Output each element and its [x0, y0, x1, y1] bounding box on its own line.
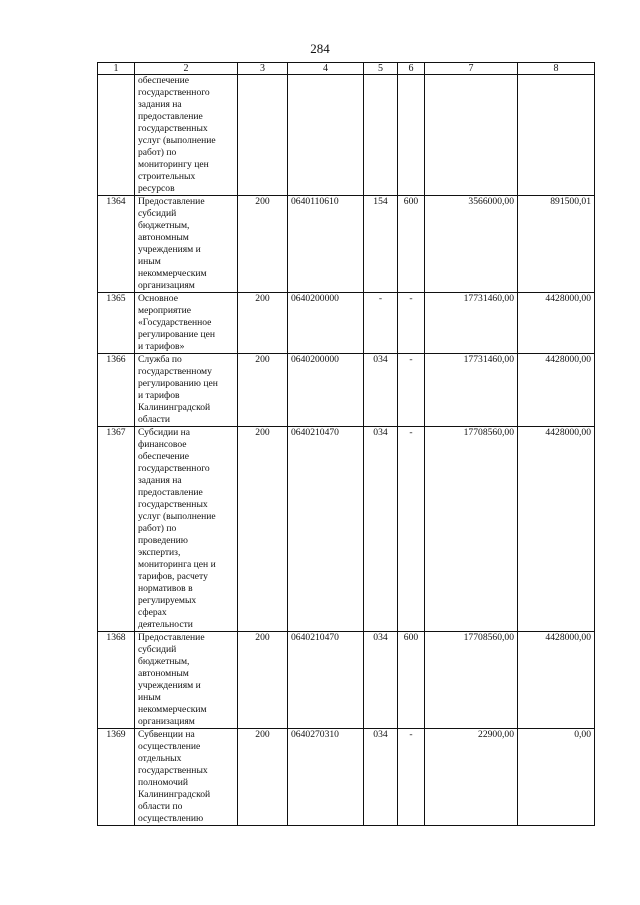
amount-actual-cell: 4428000,00	[518, 293, 595, 354]
name-line: и тарифов	[138, 390, 180, 401]
name-line: автономным	[138, 232, 189, 243]
expense-type-cell: -	[398, 427, 425, 632]
row-name-cell	[135, 354, 238, 427]
name-line: Предоставление	[138, 632, 205, 643]
amount-planned-cell: 17731460,00	[425, 293, 518, 354]
name-line: мониторингу цен	[138, 159, 209, 170]
header-cell: 8	[518, 63, 595, 75]
expense-type-cell: 600	[398, 632, 425, 729]
table-row	[98, 354, 595, 427]
name-line: финансовое	[138, 439, 187, 450]
name-line: работ) по	[138, 147, 177, 158]
amount-planned-cell	[425, 75, 518, 196]
name-line: услуг (выполнение	[138, 135, 216, 146]
amount-actual-cell: 4428000,00	[518, 427, 595, 632]
amount-planned-cell: 17731460,00	[425, 354, 518, 427]
ministry-code-cell: 200	[238, 632, 288, 729]
name-line: мониторинга цен и	[138, 559, 216, 570]
name-line: государственному	[138, 366, 212, 377]
name-line: учреждениям и	[138, 680, 201, 691]
table-row	[98, 293, 595, 354]
name-line: Субсидии на	[138, 427, 191, 438]
row-name-cell	[135, 293, 238, 354]
name-line: Служба по	[138, 354, 182, 365]
name-line: обеспечение	[138, 451, 190, 462]
target-article-cell: 0640270310	[288, 729, 364, 826]
name-line: предоставление	[138, 111, 203, 122]
table-row	[98, 75, 595, 196]
name-line: Калининградской	[138, 402, 211, 413]
amount-actual-cell	[518, 75, 595, 196]
name-line: области	[138, 414, 171, 425]
name-line: государственного	[138, 463, 210, 474]
name-line: некоммерческим	[138, 704, 207, 715]
name-line: «Государственное	[138, 317, 212, 328]
row-name-cell	[135, 75, 238, 196]
amount-actual-cell: 4428000,00	[518, 354, 595, 427]
target-article-cell: 0640210470	[288, 427, 364, 632]
name-line: ресурсов	[138, 183, 175, 194]
name-line: нормативов в	[138, 583, 193, 594]
name-line: области по	[138, 801, 183, 812]
row-name-cell	[135, 196, 238, 293]
name-line: бюджетным,	[138, 220, 190, 231]
name-line: полномочий	[138, 777, 189, 788]
table-row	[98, 196, 595, 293]
name-line: задания на	[138, 475, 182, 486]
name-line: осуществление	[138, 741, 201, 752]
header-cell: 3	[238, 63, 288, 75]
name-line: сферах	[138, 607, 167, 618]
col5-cell: -	[364, 293, 398, 354]
name-line: услуг (выполнение	[138, 511, 216, 522]
name-line: предоставление	[138, 487, 203, 498]
target-article-cell: 0640210470	[288, 632, 364, 729]
col5-cell: 034	[364, 427, 398, 632]
name-line: субсидий	[138, 208, 177, 219]
ministry-code-cell: 200	[238, 196, 288, 293]
name-line: тарифов, расчету	[138, 571, 208, 582]
name-line: государственных	[138, 499, 208, 510]
row-name-cell	[135, 632, 238, 729]
col5-cell: 034	[364, 632, 398, 729]
name-line: субсидий	[138, 644, 177, 655]
row-number-cell: 1367	[98, 427, 135, 632]
header-cell: 6	[398, 63, 425, 75]
header-cell: 7	[425, 63, 518, 75]
expense-type-cell: -	[398, 293, 425, 354]
row-number-cell: 1366	[98, 354, 135, 427]
name-line: иным	[138, 256, 161, 267]
expense-type-cell	[398, 75, 425, 196]
name-line: регулируемых	[138, 595, 197, 606]
name-line: организациям	[138, 280, 195, 291]
name-line: мероприятие	[138, 305, 191, 316]
name-line: задания на	[138, 99, 182, 110]
name-line: Основное	[138, 293, 178, 304]
amount-planned-cell: 3566000,00	[425, 196, 518, 293]
name-line: работ) по	[138, 523, 177, 534]
header-cell: 2	[135, 63, 238, 75]
name-line: отдельных	[138, 753, 182, 764]
header-cell: 1	[98, 63, 135, 75]
name-line: регулирование цен	[138, 329, 215, 340]
page-number: 284	[310, 41, 330, 56]
name-line: Субвенции на	[138, 729, 195, 740]
name-line: обеспечение	[138, 75, 190, 86]
name-line: Калининградской	[138, 789, 211, 800]
name-line: учреждениям и	[138, 244, 201, 255]
name-line: строительных	[138, 171, 196, 182]
name-line: бюджетным,	[138, 656, 190, 667]
name-line: иным	[138, 692, 161, 703]
amount-planned-cell: 17708560,00	[425, 427, 518, 632]
name-line: проведению	[138, 535, 188, 546]
row-number-cell: 1365	[98, 293, 135, 354]
header-cell: 5	[364, 63, 398, 75]
row-number-cell: 1369	[98, 729, 135, 826]
ministry-code-cell: 200	[238, 293, 288, 354]
target-article-cell: 0640200000	[288, 293, 364, 354]
name-line: и тарифов»	[138, 341, 185, 352]
row-number-cell: 1364	[98, 196, 135, 293]
ministry-code-cell	[238, 75, 288, 196]
col5-cell: 034	[364, 729, 398, 826]
target-article-cell: 0640110610	[288, 196, 364, 293]
name-line: регулированию цен	[138, 378, 218, 389]
header-cell: 4	[288, 63, 364, 75]
table-row	[98, 632, 595, 729]
name-line: деятельности	[138, 619, 193, 630]
ministry-code-cell: 200	[238, 427, 288, 632]
table-row	[98, 729, 595, 826]
col5-cell: 034	[364, 354, 398, 427]
name-line: некоммерческим	[138, 268, 207, 279]
target-article-cell	[288, 75, 364, 196]
name-line: организациям	[138, 716, 195, 727]
amount-planned-cell: 22900,00	[425, 729, 518, 826]
row-name-cell	[135, 427, 238, 632]
name-line: Предоставление	[138, 196, 205, 207]
budget-table	[97, 62, 595, 826]
amount-actual-cell: 0,00	[518, 729, 595, 826]
row-number-cell	[98, 75, 135, 196]
row-name-cell	[135, 729, 238, 826]
name-line: автономным	[138, 668, 189, 679]
name-line: осуществлению	[138, 813, 204, 824]
amount-planned-cell: 17708560,00	[425, 632, 518, 729]
expense-type-cell: -	[398, 729, 425, 826]
ministry-code-cell: 200	[238, 354, 288, 427]
col5-cell	[364, 75, 398, 196]
ministry-code-cell: 200	[238, 729, 288, 826]
row-number-cell: 1368	[98, 632, 135, 729]
expense-type-cell: 600	[398, 196, 425, 293]
table-header-row	[98, 63, 595, 75]
expense-type-cell: -	[398, 354, 425, 427]
name-line: государственных	[138, 765, 208, 776]
amount-actual-cell: 4428000,00	[518, 632, 595, 729]
table-row	[98, 427, 595, 632]
name-line: государственных	[138, 123, 208, 134]
target-article-cell: 0640200000	[288, 354, 364, 427]
amount-actual-cell: 891500,01	[518, 196, 595, 293]
col5-cell: 154	[364, 196, 398, 293]
name-line: государственного	[138, 87, 210, 98]
name-line: экспертиз,	[138, 547, 181, 558]
